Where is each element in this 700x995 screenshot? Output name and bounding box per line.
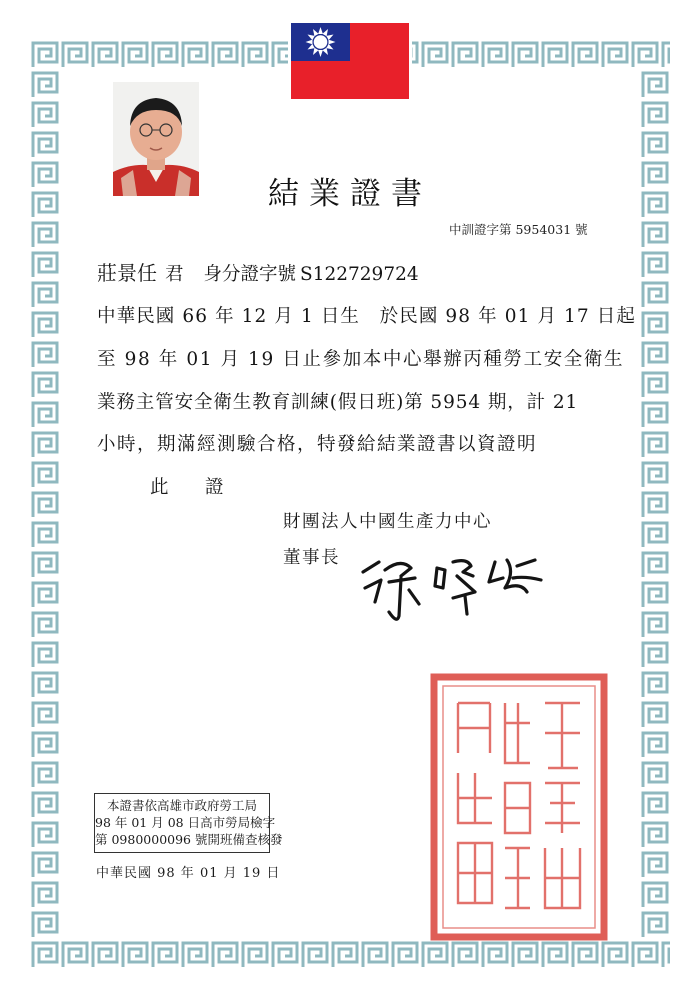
- chairman-signature: [345, 532, 555, 627]
- approval-note-line: 第 0980000096 號開班備查核發: [95, 832, 283, 847]
- issuer-name: 財團法人中國生產力中心: [283, 512, 492, 532]
- recipient-name: 莊景任: [97, 261, 157, 285]
- decorative-border-bottom: [30, 940, 670, 970]
- approval-note-box: [94, 793, 283, 853]
- body-text-line: 中華民國 66 年 12 月 1 日生 於民國 98 年 01 月 17 日起: [97, 306, 636, 327]
- id-label: 身分證字號: [203, 264, 297, 285]
- body-text-line: 至 98 年 01 月 19 日止參加本中心舉辦丙種勞工安全衛生: [97, 349, 625, 370]
- recipient-line: [97, 257, 419, 286]
- chairman-label: 董事長: [283, 548, 340, 568]
- approval-note-line: 98 年 01 月 08 日高市勞局檢字: [95, 815, 276, 830]
- honorific: 君: [165, 264, 184, 285]
- body-text-line: 小時，期滿經測驗合格，特發給結業證書以資證明: [97, 434, 538, 455]
- approval-note-line: 本證書依高雄市政府勞工局: [106, 798, 257, 813]
- official-seal-stamp: [430, 673, 608, 941]
- issue-date: 中華民國 98 年 01 月 19 日: [96, 866, 281, 881]
- roc-flag-icon: [291, 23, 409, 99]
- body-text-line: 業務主管安全衛生教育訓練(假日班)第 5954 期，計 21: [97, 392, 579, 413]
- certificate-title: 結業證書: [268, 176, 432, 212]
- closing-zheng: 證: [205, 477, 224, 498]
- certificate-number: 中訓證字第 5954031 號: [449, 222, 588, 237]
- closing-ci: 此: [150, 477, 169, 498]
- id-number: S122729724: [300, 264, 419, 285]
